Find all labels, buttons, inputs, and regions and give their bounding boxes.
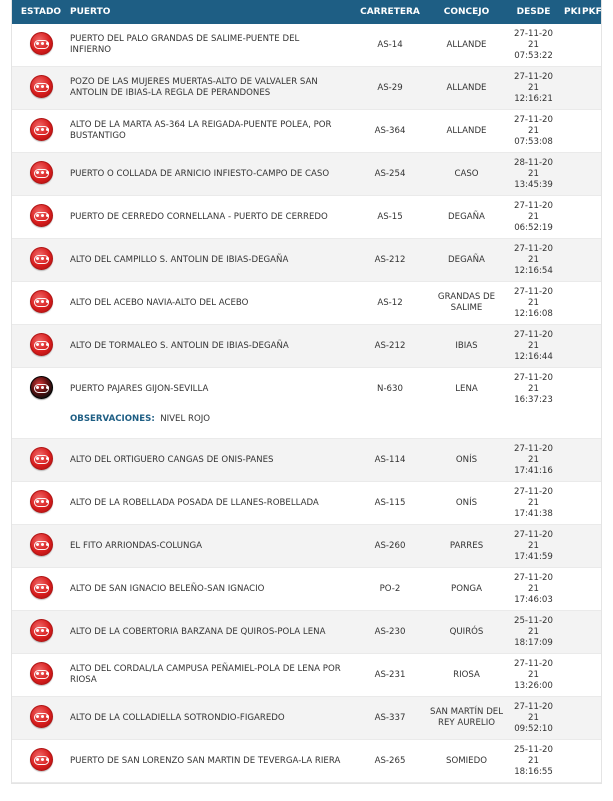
desde-value xyxy=(504,282,563,325)
table-row[interactable] xyxy=(12,525,601,568)
status-cell xyxy=(12,110,70,153)
status-red-icon[interactable] xyxy=(30,247,53,270)
status-red-icon[interactable] xyxy=(30,619,53,642)
carretera-value: AS-231 xyxy=(351,654,429,697)
desde-time: 06:52:19 xyxy=(514,222,553,233)
pkini-value xyxy=(563,24,582,67)
desde-time: 18:17:09 xyxy=(514,637,553,648)
table-row[interactable] xyxy=(12,697,601,740)
table-row[interactable] xyxy=(12,654,601,697)
table-row[interactable] xyxy=(12,368,601,411)
header-pkfin[interactable]: PKFIN xyxy=(582,0,601,24)
table-row[interactable] xyxy=(12,239,601,282)
desde-date: 27-11-2021 xyxy=(513,243,553,265)
table-row[interactable] xyxy=(12,110,601,153)
puerto-name: PUERTO DEL PALO GRANDAS DE SALIME-PUENTE DEL INFIERNO xyxy=(70,24,351,67)
puerto-name: ALTO DEL ORTIGUERO CANGAS DE ONIS-PANES xyxy=(70,439,351,482)
pkfin-value xyxy=(582,153,601,196)
status-red-icon[interactable] xyxy=(30,75,53,98)
puerto-name: ALTO DEL CAMPILLO S. ANTOLIN DE IBIAS-DEGAÑA xyxy=(70,239,351,282)
status-cell xyxy=(12,654,70,697)
desde-time: 09:52:10 xyxy=(514,723,553,734)
table-body xyxy=(12,24,601,783)
pkfin-value xyxy=(582,24,601,67)
pkini-value xyxy=(563,482,582,525)
table-row[interactable] xyxy=(12,325,601,368)
status-cell xyxy=(12,325,70,368)
table-row[interactable] xyxy=(12,196,601,239)
table-row[interactable] xyxy=(12,568,601,611)
pkfin-value xyxy=(582,654,601,697)
desde-time: 12:16:08 xyxy=(514,308,553,319)
desde-date: 27-11-2021 xyxy=(513,486,553,508)
status-red-icon[interactable] xyxy=(30,533,53,556)
pkini-value xyxy=(563,611,582,654)
pkfin-value xyxy=(582,740,601,783)
concejo-value: SAN MARTÍN DEL REY AURELIO xyxy=(429,697,504,740)
desde-value xyxy=(504,611,563,654)
carretera-value: AS-254 xyxy=(351,153,429,196)
puertos-table-container xyxy=(11,0,613,784)
pkfin-value xyxy=(582,110,601,153)
carretera-value: AS-114 xyxy=(351,439,429,482)
pkfin-value xyxy=(582,697,601,740)
desde-date: 27-11-2021 xyxy=(513,572,553,594)
desde-time: 13:26:00 xyxy=(514,680,553,691)
header-concejo[interactable]: CONCEJO xyxy=(429,0,504,24)
pkfin-value xyxy=(582,67,601,110)
desde-date: 27-11-2021 xyxy=(513,71,553,93)
status-red-icon[interactable] xyxy=(30,662,53,685)
status-cell xyxy=(12,368,70,411)
desde-time: 17:41:59 xyxy=(514,551,553,562)
pkini-value xyxy=(563,740,582,783)
status-cell xyxy=(12,67,70,110)
status-cell xyxy=(12,196,70,239)
status-red-icon[interactable] xyxy=(30,204,53,227)
status-cell xyxy=(12,611,70,654)
desde-value xyxy=(504,697,563,740)
concejo-value: CASO xyxy=(429,153,504,196)
status-cell xyxy=(12,740,70,783)
carretera-value: AS-212 xyxy=(351,325,429,368)
desde-value xyxy=(504,740,563,783)
carretera-value: AS-337 xyxy=(351,697,429,740)
concejo-value: ALLANDE xyxy=(429,110,504,153)
desde-value xyxy=(504,153,563,196)
pkini-value xyxy=(563,196,582,239)
pkini-value xyxy=(563,282,582,325)
puerto-name: POZO DE LAS MUJERES MUERTAS-ALTO DE VALVALER SAN ANTOLIN DE IBIAS-LA REGLA DE PERANDONES xyxy=(70,67,351,110)
desde-time: 17:41:38 xyxy=(514,508,553,519)
status-red-icon[interactable] xyxy=(30,490,53,513)
desde-date: 27-11-2021 xyxy=(513,701,553,723)
concejo-value: ONÍS xyxy=(429,439,504,482)
puerto-name: ALTO DEL ACEBO NAVIA-ALTO DEL ACEBO xyxy=(70,282,351,325)
desde-time: 17:41:16 xyxy=(514,465,553,476)
concejo-value: SOMIEDO xyxy=(429,740,504,783)
puertos-table xyxy=(12,0,613,783)
desde-date: 27-11-2021 xyxy=(513,114,553,136)
carretera-value: AS-212 xyxy=(351,239,429,282)
desde-value xyxy=(504,482,563,525)
desde-date: 27-11-2021 xyxy=(513,286,553,308)
carretera-value: AS-115 xyxy=(351,482,429,525)
status-cell xyxy=(12,568,70,611)
concejo-value: QUIRÓS xyxy=(429,611,504,654)
table-row[interactable] xyxy=(12,67,601,110)
status-cell xyxy=(12,697,70,740)
pkfin-value xyxy=(582,568,601,611)
carretera-value: AS-29 xyxy=(351,67,429,110)
desde-time: 17:46:03 xyxy=(514,594,553,605)
desde-time: 07:53:08 xyxy=(514,136,553,147)
concejo-value: LENA xyxy=(455,383,478,394)
desde-date: 28-11-2021 xyxy=(513,157,553,179)
pkfin-value xyxy=(582,282,601,325)
header-puerto[interactable]: PUERTO xyxy=(70,0,351,24)
desde-date: 27-11-2021 xyxy=(513,443,553,465)
desde-time: 13:45:39 xyxy=(514,179,553,190)
puerto-name: EL FITO ARRIONDAS-COLUNGA xyxy=(70,525,351,568)
desde-value xyxy=(504,368,563,411)
desde-date: 25-11-2021 xyxy=(513,615,553,637)
carretera-value: N-630 xyxy=(377,383,403,394)
concejo-value: GRANDAS DE SALIME xyxy=(429,282,504,325)
status-cell xyxy=(12,482,70,525)
status-red-icon[interactable] xyxy=(30,118,53,141)
observaciones-spacer xyxy=(12,410,70,439)
puerto-name: ALTO DE LA ROBELLADA POSADA DE LLANES-ROBELLADA xyxy=(70,482,351,525)
pkfin-value xyxy=(582,239,601,282)
desde-value xyxy=(504,110,563,153)
desde-date: 27-11-2021 xyxy=(513,658,553,680)
desde-value xyxy=(504,239,563,282)
concejo-value: IBIAS xyxy=(429,325,504,368)
pkfin-value xyxy=(582,525,601,568)
pkini-value xyxy=(563,110,582,153)
puerto-name: PUERTO O COLLADA DE ARNICIO INFIESTO-CAMPO DE CASO xyxy=(70,153,351,196)
status-red-icon[interactable] xyxy=(30,333,53,356)
pkini-value xyxy=(563,525,582,568)
desde-value xyxy=(504,196,563,239)
pkini-value xyxy=(563,568,582,611)
observaciones-cell xyxy=(70,410,601,439)
desde-value xyxy=(504,525,563,568)
carretera-value: AS-15 xyxy=(351,196,429,239)
pkini-value xyxy=(563,239,582,282)
puerto-name: ALTO DE LA COBERTORIA BARZANA DE QUIROS-POLA LENA xyxy=(70,611,351,654)
pkini-value xyxy=(563,153,582,196)
pkfin-value xyxy=(582,368,601,411)
desde-value xyxy=(504,67,563,110)
status-red-icon[interactable] xyxy=(30,705,53,728)
desde-time: 12:16:21 xyxy=(514,93,553,104)
puerto-name: ALTO DEL CORDAL/LA CAMPUSA PEÑAMIEL-POLA DE LENA POR RIOSA xyxy=(70,654,351,697)
header-desde[interactable]: DESDE xyxy=(504,0,563,24)
status-red-icon[interactable] xyxy=(30,32,53,55)
concejo-value: ALLANDE xyxy=(429,67,504,110)
status-red-icon[interactable] xyxy=(30,576,53,599)
status-cell xyxy=(12,525,70,568)
concejo-value: PONGA xyxy=(429,568,504,611)
status-red-icon[interactable] xyxy=(30,290,53,313)
status-red-icon[interactable] xyxy=(30,748,53,771)
desde-value xyxy=(504,24,563,67)
concejo-value: ONÍS xyxy=(429,482,504,525)
observaciones-row xyxy=(12,410,601,439)
desde-time: 12:16:54 xyxy=(514,265,553,276)
pkfin-value xyxy=(582,611,601,654)
desde-value xyxy=(504,439,563,482)
header-carretera[interactable]: CARRETERA xyxy=(351,0,429,24)
header-estado[interactable]: ESTADO xyxy=(12,0,70,24)
concejo-value: RIOSA xyxy=(429,654,504,697)
concejo-value: DEGAÑA xyxy=(429,196,504,239)
table-row[interactable] xyxy=(12,439,601,482)
status-cell xyxy=(12,439,70,482)
desde-date: 27-11-2021 xyxy=(513,329,553,351)
puerto-name: ALTO DE LA COLLADIELLA SOTRONDIO-FIGAREDO xyxy=(70,697,351,740)
puerto-name: PUERTO DE SAN LORENZO SAN MARTIN DE TEVERGA-LA RIERA xyxy=(70,740,351,783)
desde-date: 25-11-2021 xyxy=(513,744,553,766)
concejo-value: PARRES xyxy=(429,525,504,568)
desde-value xyxy=(504,325,563,368)
concejo-value: DEGAÑA xyxy=(429,239,504,282)
desde-time: 18:16:55 xyxy=(514,766,553,777)
table-row[interactable] xyxy=(12,740,601,783)
pkini-value xyxy=(563,654,582,697)
desde-time: 07:53:22 xyxy=(514,50,553,61)
table-row[interactable] xyxy=(12,24,601,67)
desde-time: 12:16:44 xyxy=(514,351,553,362)
carretera-value: AS-12 xyxy=(351,282,429,325)
status-cell xyxy=(12,282,70,325)
pkfin-value xyxy=(582,482,601,525)
pkfin-value xyxy=(582,196,601,239)
table-row[interactable] xyxy=(12,153,601,196)
desde-date: 27-11-2021 xyxy=(513,372,553,394)
puerto-name: PUERTO DE CERREDO CORNELLANA - PUERTO DE CERREDO xyxy=(70,196,351,239)
desde-value xyxy=(504,654,563,697)
puerto-name: ALTO DE LA MARTA AS-364 LA REIGADA-PUENTE POLEA, POR BUSTANTIGO xyxy=(70,110,351,153)
status-red-icon[interactable] xyxy=(30,161,53,184)
carretera-value: AS-14 xyxy=(351,24,429,67)
pkini-value xyxy=(563,368,582,411)
desde-date: 27-11-2021 xyxy=(513,529,553,551)
table-row[interactable] xyxy=(12,482,601,525)
puerto-name: PUERTO PAJARES GIJON-SEVILLA xyxy=(70,383,209,394)
carretera-value: AS-230 xyxy=(351,611,429,654)
pkini-value xyxy=(563,67,582,110)
carretera-value: AS-364 xyxy=(351,110,429,153)
desde-date: 27-11-2021 xyxy=(513,200,553,222)
pkfin-value xyxy=(582,325,601,368)
pkfin-value xyxy=(582,439,601,482)
pkini-value xyxy=(563,325,582,368)
observaciones-value: NIVEL ROJO xyxy=(160,414,211,424)
status-cell xyxy=(12,153,70,196)
puerto-name: ALTO DE SAN IGNACIO BELEÑO-SAN IGNACIO xyxy=(70,568,351,611)
carretera-value: PO-2 xyxy=(351,568,429,611)
status-closed-icon[interactable] xyxy=(30,376,53,399)
table-row[interactable] xyxy=(12,611,601,654)
status-cell xyxy=(12,24,70,67)
puerto-name: ALTO DE TORMALEO S. ANTOLIN DE IBIAS-DEGAÑA xyxy=(70,325,351,368)
desde-date: 27-11-2021 xyxy=(513,28,553,50)
carretera-value: AS-265 xyxy=(351,740,429,783)
header-pkini[interactable]: PKI xyxy=(563,0,582,24)
status-red-icon[interactable] xyxy=(30,447,53,470)
pkini-value xyxy=(563,439,582,482)
status-cell xyxy=(12,239,70,282)
carretera-value: AS-260 xyxy=(351,525,429,568)
pkini-value xyxy=(563,697,582,740)
observaciones-label: OBSERVACIONES: xyxy=(70,414,155,424)
table-header-row xyxy=(12,0,601,24)
concejo-value: ALLANDE xyxy=(429,24,504,67)
desde-value xyxy=(504,568,563,611)
desde-time: 16:37:23 xyxy=(514,394,553,405)
table-row[interactable] xyxy=(12,282,601,325)
